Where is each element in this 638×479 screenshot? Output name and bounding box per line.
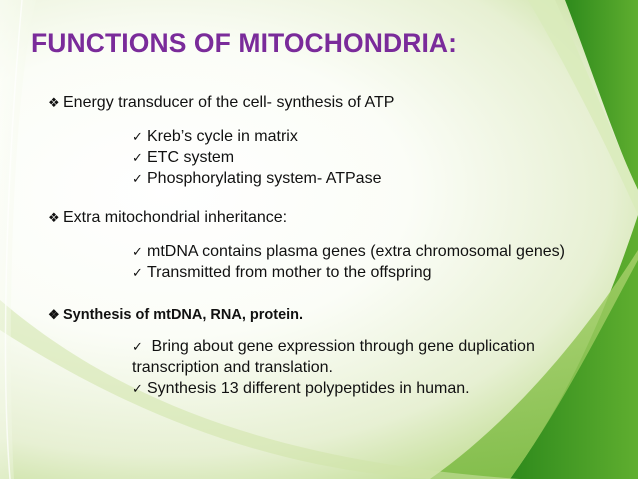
sub-bullet-text: Kreb’s cycle in matrix bbox=[147, 128, 298, 145]
check-bullet-icon: ✓ bbox=[132, 381, 143, 396]
slide-title: FUNCTIONS OF MITOCHONDRIA: bbox=[31, 28, 458, 58]
sub-bullet-item bbox=[132, 169, 381, 188]
sub-bullet-text: Bring about gene expression through gene duplication bbox=[147, 338, 535, 355]
sub-bullet-item bbox=[132, 263, 432, 282]
bullet-item-inheritance bbox=[48, 208, 287, 227]
sub-bullet-text: Phosphorylating system- ATPase bbox=[147, 170, 382, 187]
sub-bullet-text: transcription and translation. bbox=[132, 359, 333, 376]
check-bullet-icon: ✓ bbox=[132, 339, 143, 354]
diamond-bullet-icon: ❖ bbox=[48, 307, 60, 322]
sub-bullet-item bbox=[132, 379, 470, 398]
bullet-item-energy bbox=[48, 93, 394, 112]
check-bullet-icon: ✓ bbox=[132, 129, 143, 144]
bullet-text: Synthesis of mtDNA, RNA, protein. bbox=[63, 307, 304, 323]
sub-bullet-text: mtDNA contains plasma genes (extra chromosomal genes) bbox=[147, 243, 565, 260]
check-bullet-icon: ✓ bbox=[132, 244, 143, 259]
check-bullet-icon: ✓ bbox=[132, 171, 143, 186]
diamond-bullet-icon: ❖ bbox=[48, 95, 60, 110]
sub-bullet-text: ETC system bbox=[147, 149, 235, 166]
sub-bullet-item bbox=[132, 337, 535, 356]
sub-bullet-item bbox=[132, 148, 234, 167]
check-bullet-icon: ✓ bbox=[132, 150, 143, 165]
sub-bullet-continuation bbox=[132, 358, 333, 377]
bullet-text: Extra mitochondrial inheritance: bbox=[63, 209, 288, 226]
sub-bullet-item bbox=[132, 127, 298, 146]
diamond-bullet-icon: ❖ bbox=[48, 210, 60, 225]
bullet-text: Energy transducer of the cell- synthesis of ATP bbox=[63, 94, 395, 111]
sub-bullet-text: Transmitted from mother to the offspring bbox=[147, 264, 432, 281]
bullet-item-synthesis bbox=[48, 305, 303, 325]
sub-bullet-text: Synthesis 13 different polypeptides in human. bbox=[147, 380, 470, 397]
check-bullet-icon: ✓ bbox=[132, 265, 143, 280]
sub-bullet-item bbox=[132, 242, 565, 261]
